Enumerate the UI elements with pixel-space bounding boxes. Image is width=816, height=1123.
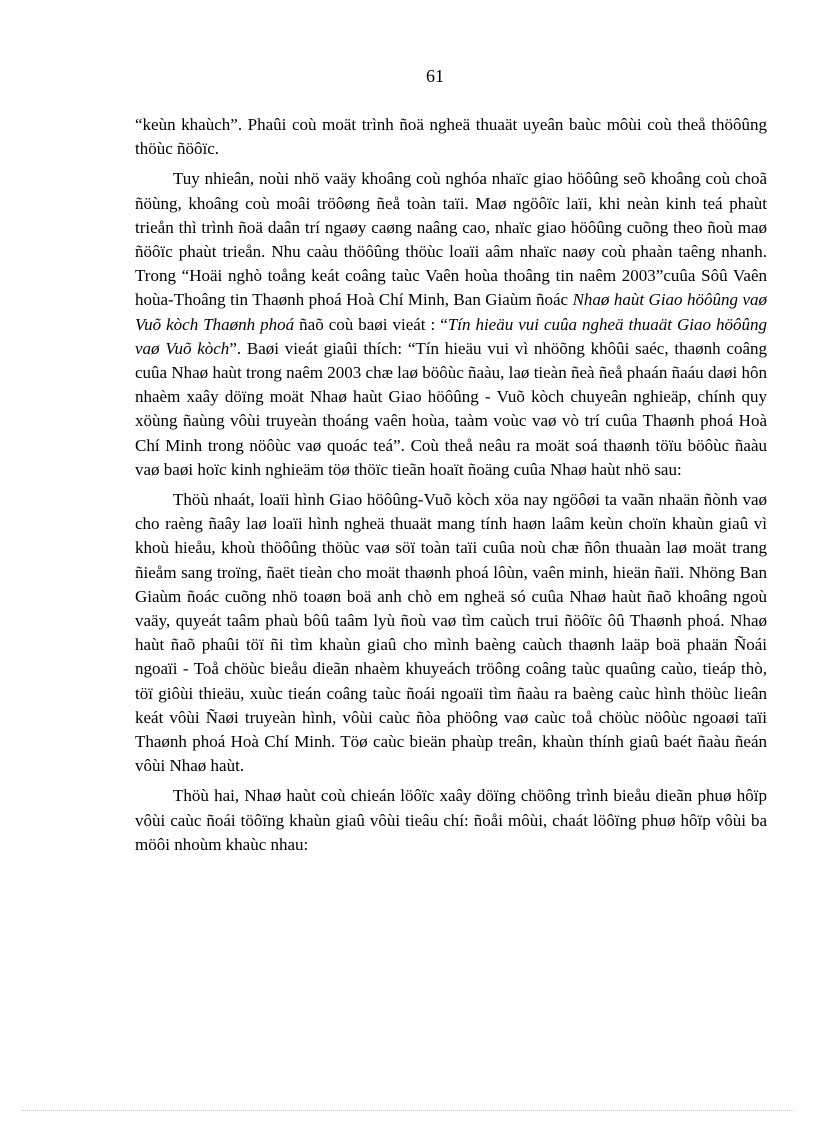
paragraph-text: ”. Baøi vieát giaûi thích: “Tín hieäu vui vì nhöõng khôûi saéc, thaønh coâng cuûa Nhaø haùt trong naêm 2003 chæ laø böôùc ñaàu, laø tieàn ñeà ñeå phaán ñaáu daøi hôn nhaèm xaây döïng moät Nhaø haùt Giao höôûng - Vuõ kòch chuyeân nghieäp, chính quy xöùng ñaùng vôùi truyeàn thoáng vaên hoùa, taàm voùc vaø vò trí cuûa Thaønh phoá Hoà Chí Minh trong nöôùc vaø quoác teá”. Coù theå neâu ra moät soá thaønh töïu böôùc ñaàu vaø baøi hoïc kinh nghieäm töø thöïc tieãn hoaït ñoäng cuûa Nhaø haùt nhö sau: (135, 338, 767, 479)
paragraph-4 (135, 784, 767, 857)
theatre-name-italic: Nhaø haùt Giao höôûng vaø Vuõ kòch Thaønh phoá (135, 290, 768, 334)
paragraph-text: “keùn khaùch”. Phaûi coù moät trình ñoä ngheä thuaät uyeân baùc môùi coù theå thöôûng thöùc ñöôïc. (135, 115, 767, 159)
paragraph-text: Thöù hai, Nhaø haùt coù chieán löôïc xaây döïng chöông trình bieåu dieãn phuø hôïp vôùi caùc ñoái töôïng khaùn giaû vôùi tieâu chí: ñoåi môùi, chaát löôïng phuø hôïp vôùi ba möôi nhoùm khaùc nhau: (135, 786, 767, 854)
page-bottom-divider (22, 1110, 794, 1111)
page-number: 61 (426, 66, 444, 86)
article-title-italic: Tín hieäu vui cuûa ngheä thuaät Giao höôûng vaø Vuõ kòch (135, 314, 767, 358)
paragraph-3 (135, 488, 767, 778)
paragraph-text: Thöù nhaát, loaïi hình Giao höôûng-Vuõ kòch xöa nay ngöôøi ta vaãn nhaän ñònh vaø cho raèng ñaây laø loaïi hình ngheä thuaät mang tính haøn laâm keùn choïn khaùn giaû vì khoù hieåu, khoù thöôûng thöùc vaø söï toàn taïi cuûa noù chæ ñôn thuaàn laø moät trang ñieåm sang troïng, ñaët tieàn cho moät thaønh phoá lôùn, vaên minh, hieän ñaïi. Nhöng Ban Giaùm ñoác cuõng nhö toaøn boä anh chò em ngheä só cuûa Nhaø haùt ñaõ khoâng ngoù vaäy, quyeát taâm phaù bôû taâm lyù ñoù vaø tìm caùch trui ñöôïc ôû Thaønh phoá. Nhaø haùt ñaõ phaûi töï ñi tìm khaùn giaû cho mình baèng caùch thaønh laäp boä phaän Ñoái ngoaïi - Toå chöùc bieåu dieãn nhaèm khuyeách tröông coâng taùc quaûng caùo, tieáp thò, töï giôùi thieäu, xuùc tieán coâng taùc ñoái ngoaïi tìm ñaàu ra baèng caùc hình thöùc lieân keát vôùi Ñaøi truyeàn hình, vôùi caùc ñòa phöông vaø caùc toå chöùc nöôùc ngoaøi taïi Thaønh phoá Hoà Chí Minh. Töø caùc bieän phaùp treân, khaùn thính giaû baét ñaàu ñeán vôùi Nhaø haùt. (135, 490, 767, 776)
paragraph-text: Tuy nhieân, noùi nhö vaäy khoâng coù nghóa nhaïc giao höôûng seõ khoâng coù choã ñöùng, khoâng coù moâi tröôøng ñeå toàn taïi. Maø ngöôïc laïi, khi neàn kinh teá phaùt trieån thì trình ñoä daân trí ngaøy caøng naâng cao, nhaïc giao höôûng cuõng theo ñoù maø ñöôïc phaùt trieån. Nhu caàu thöôûng thöùc loaïi aâm nhaïc naøy coù phaàn taêng nhanh. Trong “Hoäi nghò toång keát coâng taùc Vaên hoùa thoâng tin naêm 2003”cuûa Sôû Vaên hoùa-Thoâng tin Thaønh phoá Hoà Chí Minh, Ban Giaùm ñoác (135, 169, 767, 310)
paragraph-text: ñaõ coù baøi vieát : “ (294, 314, 448, 334)
paragraph-2 (135, 167, 767, 482)
document-body (135, 113, 767, 863)
paragraph-1 (135, 113, 767, 161)
